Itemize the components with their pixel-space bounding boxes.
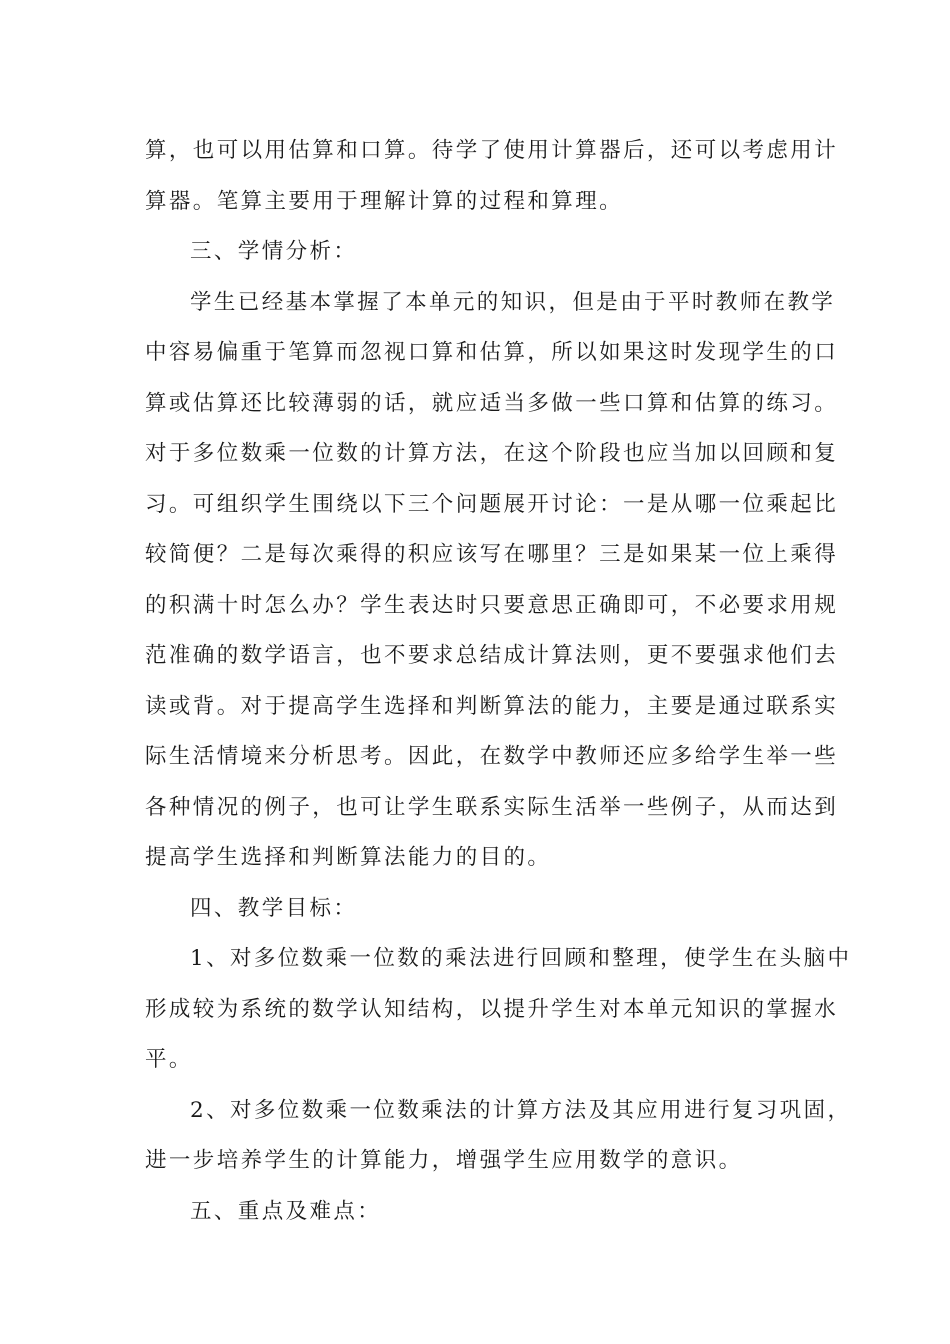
text-line: 进一步培养学生的计算能力，增强学生应用数学的意识。	[145, 1148, 743, 1173]
document-body	[145, 126, 852, 1237]
section-heading: 三、学情分析：	[190, 239, 358, 264]
section-heading: 四、教学目标：	[190, 895, 358, 921]
list-item: 1、对多位数乘一位数的乘法进行回顾和整理，使学生在头脑中	[190, 946, 852, 971]
text-line: 提高学生选择和判断算法能力的目的。	[145, 845, 552, 870]
text-line: 范准确的数学语言，也不要求总结成计算法则，更不要强求他们去	[145, 643, 839, 668]
text-line: 各种情况的例子，也可让学生联系实际生活举一些例子，从而达到	[145, 794, 839, 820]
text-line: 形成较为系统的数学认知结构，以提升学生对本单元知识的掌握水	[145, 996, 839, 1022]
text-line: 平。	[145, 1047, 193, 1072]
text-line: 的积满十时怎么办？学生表达时只要意思正确即可，不必要求用规	[145, 592, 839, 618]
text-line: 算或估算还比较薄弱的话，就应适当多做一些口算和估算的练习。	[145, 390, 839, 416]
text-line: 对于多位数乘一位数的计算方法，在这个阶段也应当加以回顾和复	[145, 441, 839, 466]
text-line: 学生已经基本掌握了本单元的知识，但是由于平时教师在教学	[190, 289, 836, 315]
text-line: 读或背。对于提高学生选择和判断算法的能力，主要是通过联系实	[145, 693, 839, 719]
section-heading: 五、重点及难点：	[190, 1198, 382, 1224]
text-line: 算器。笔算主要用于理解计算的过程和算理。	[145, 188, 624, 214]
text-line: 中容易偏重于笔算而忽视口算和估算，所以如果这时发现学生的口	[145, 340, 839, 365]
text-line: 习。可组织学生围绕以下三个问题展开讨论：一是从哪一位乘起比	[145, 491, 839, 517]
text-line: 算，也可以用估算和口算。待学了使用计算器后，还可以考虑用计	[145, 138, 839, 163]
list-item: 2、对多位数乘一位数乘法的计算方法及其应用进行复习巩固，	[190, 1097, 852, 1123]
text-line: 较简便？二是每次乘得的积应该写在哪里？三是如果某一位上乘得	[145, 542, 839, 567]
text-line: 际生活情境来分析思考。因此，在数学中教师还应多给学生举一些	[145, 744, 839, 769]
